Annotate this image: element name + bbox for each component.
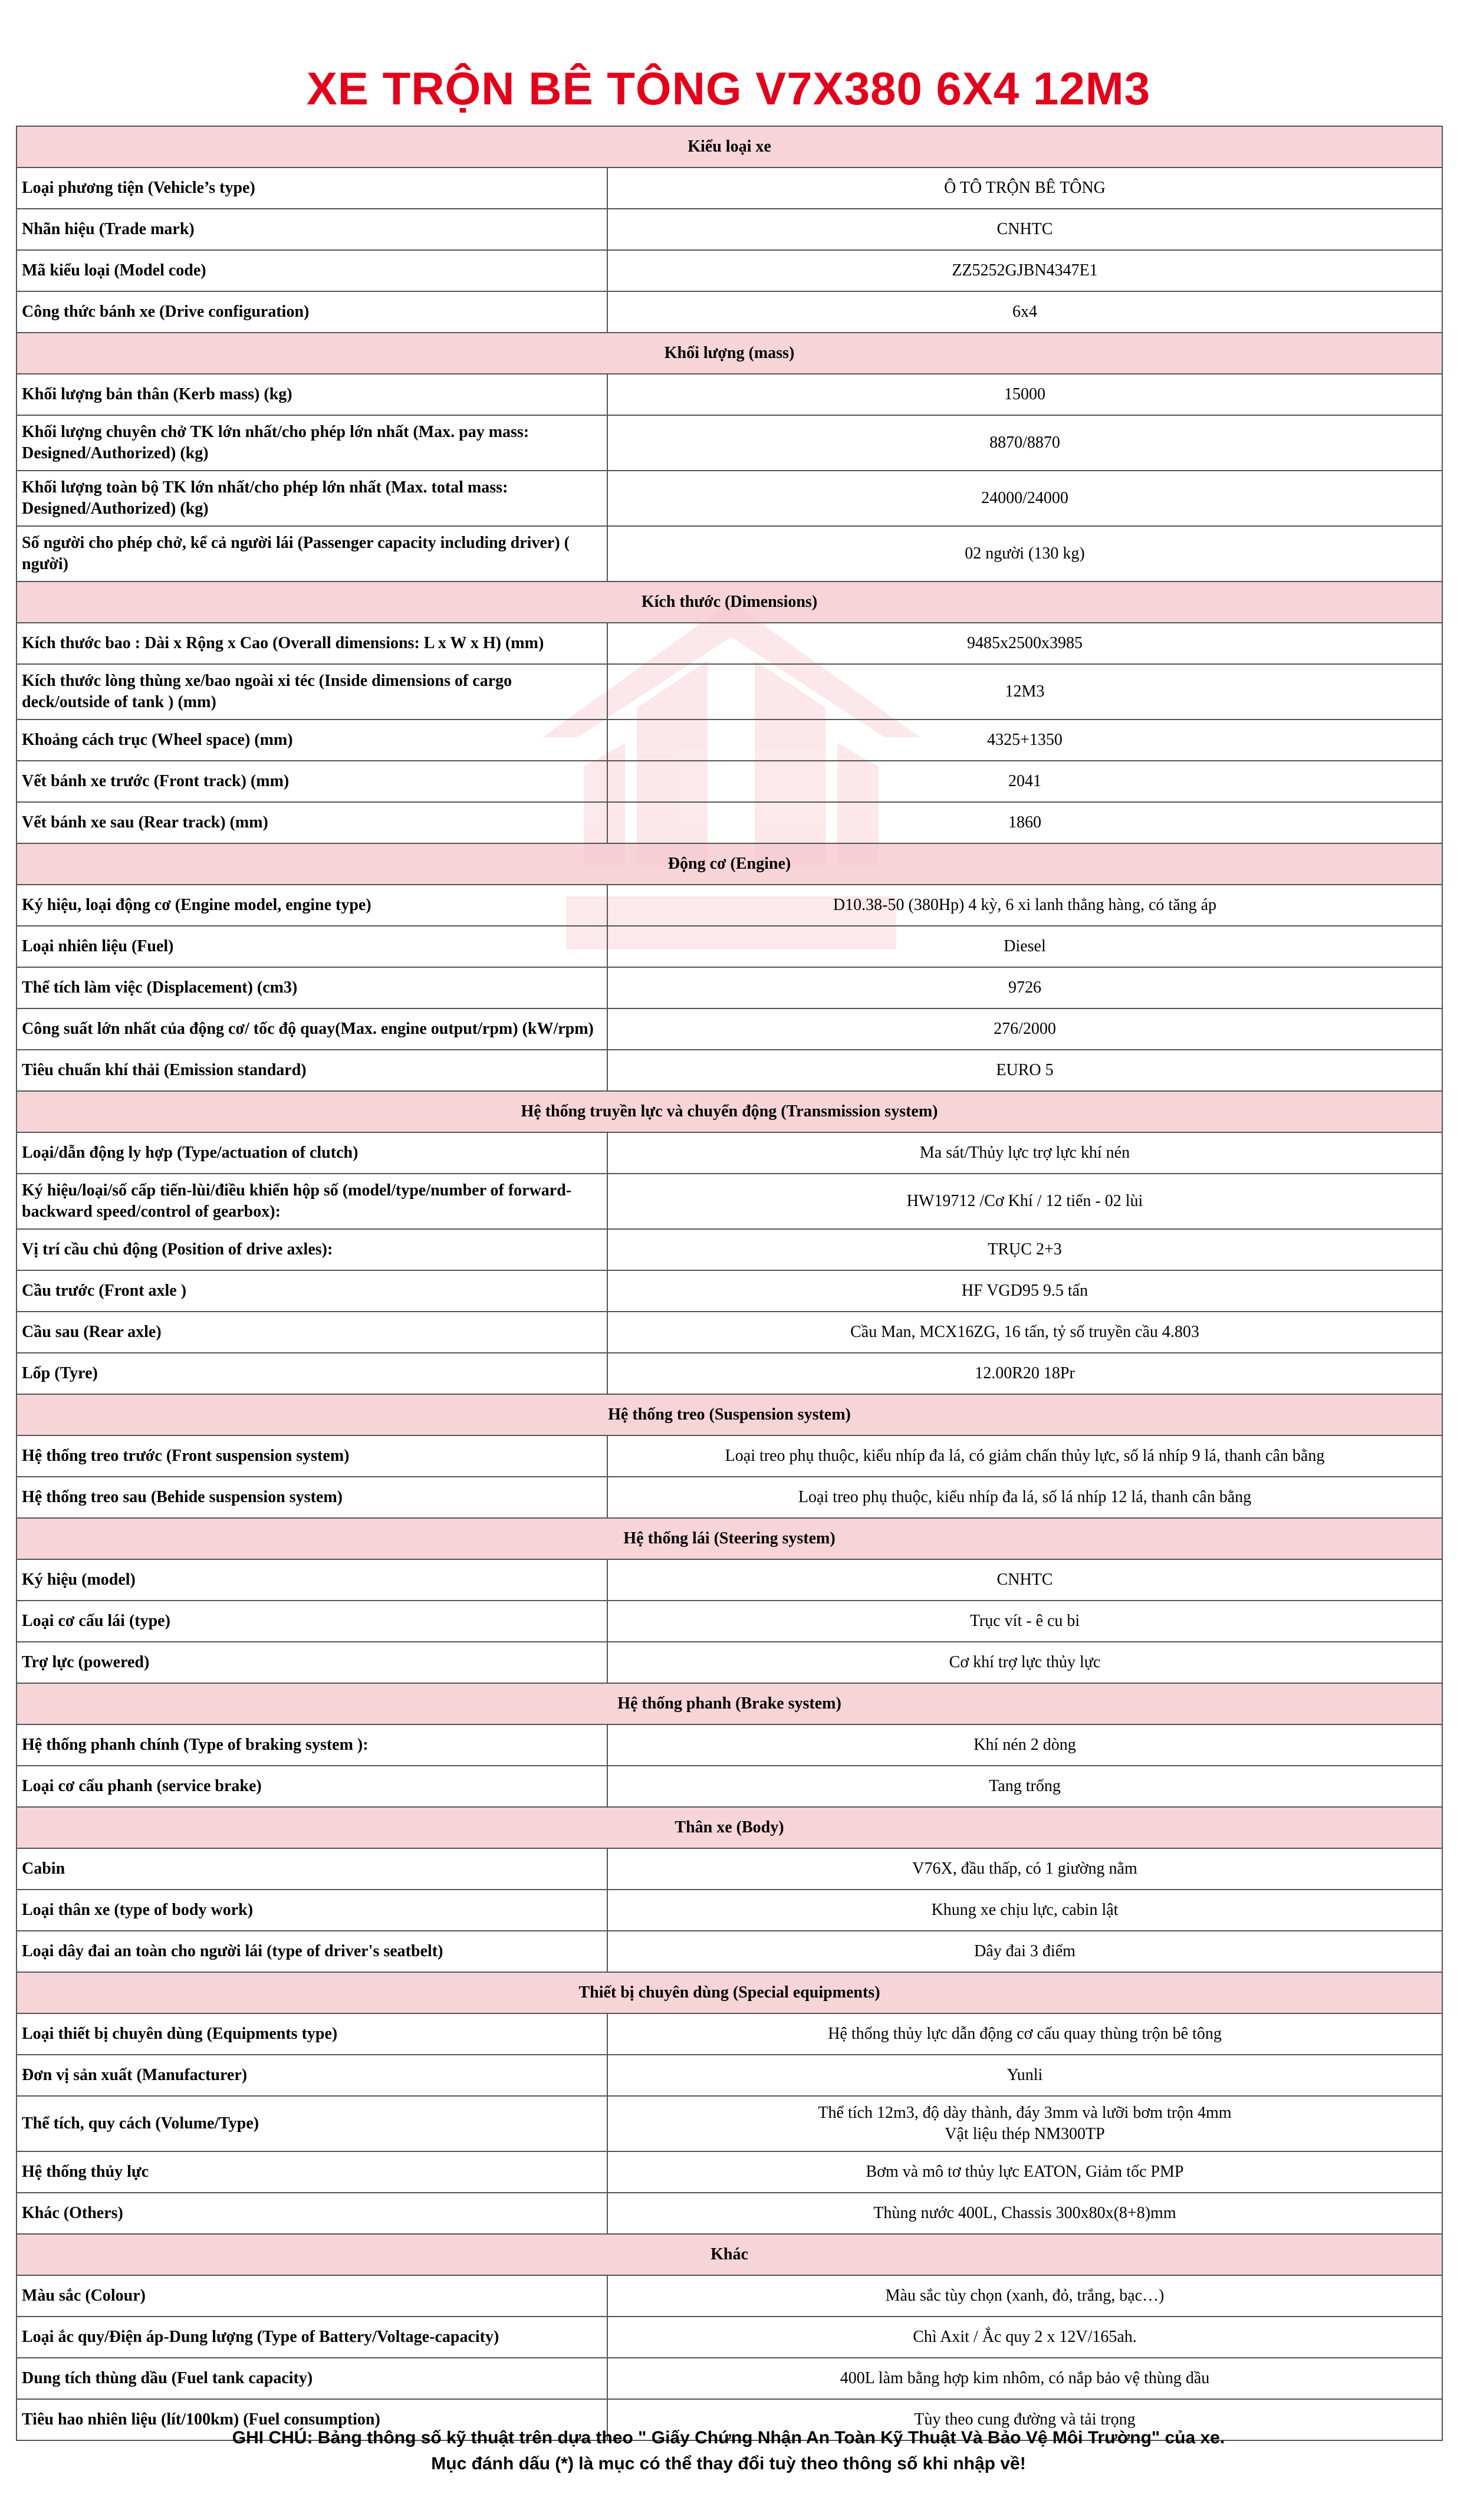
- spec-table: [16, 126, 1443, 2441]
- table-row: Màu sắc (Colour) Màu sắc tùy chọn (xanh, đỏ, trắng, bạc…): [17, 2275, 1442, 2317]
- table-row: Hệ thống treo trước (Front suspension system) Loại treo phụ thuộc, kiểu nhíp đa lá, có giảm chấn thủy lực, số lá nhíp 9 lá, thanh cân bằng: [17, 1435, 1442, 1477]
- table-row: Hệ thống thủy lực Bơm và mô tơ thủy lực EATON, Giảm tốc PMP: [17, 2151, 1442, 2193]
- table-row: Mã kiểu loại (Model code) ZZ5252GJBN4347E1: [17, 250, 1442, 291]
- table-row: Số người cho phép chở, kể cả người lái (Passenger capacity including driver) ( người) 02 người (130 kg): [17, 526, 1442, 581]
- footer-note: [0, 2425, 1457, 2477]
- footer-note-line-2: Mục đánh dấu (*) là mục có thể thay đổi tuỳ theo thông số khi nhập về!: [431, 2454, 1026, 2473]
- section-header-other: Khác: [17, 2234, 1442, 2275]
- table-row: Loại dây đai an toàn cho người lái (type of driver's seatbelt) Dây đai 3 điểm: [17, 1931, 1442, 1972]
- section-header-engine: Động cơ (Engine): [17, 843, 1442, 885]
- table-row: Lốp (Tyre) 12.00R20 18Pr: [17, 1353, 1442, 1394]
- table-row: Loại phương tiện (Vehicle’s type) Ô TÔ TRỘN BÊ TÔNG: [17, 167, 1442, 209]
- table-row: Loại/dẫn động ly hợp (Type/actuation of clutch) Ma sát/Thủy lực trợ lực khí nén: [17, 1132, 1442, 1174]
- table-row: Hệ thống treo sau (Behide suspension system) Loại treo phụ thuộc, kiểu nhíp đa lá, số lá nhíp 12 lá, thanh cân bằng: [17, 1477, 1442, 1518]
- table-row: Loại thiết bị chuyên dùng (Equipments type) Hệ thống thủy lực dẫn động cơ cấu quay thùng trộn bê tông: [17, 2013, 1442, 2055]
- table-row: Vị trí cầu chủ động (Position of drive axles): TRỤC 2+3: [17, 1229, 1442, 1270]
- table-row: Loại cơ cấu phanh (service brake) Tang trống: [17, 1766, 1442, 1807]
- table-row: Khối lượng toàn bộ TK lớn nhất/cho phép lớn nhất (Max. total mass: Designed/Authorized) (kg) 24000/24000: [17, 471, 1442, 526]
- section-header-body: Thân xe (Body): [17, 1807, 1442, 1848]
- section-header-vehicle-type: Kiểu loại xe: [17, 126, 1442, 167]
- table-row: Công suất lớn nhất của động cơ/ tốc độ quay(Max. engine output/rpm) (kW/rpm) 276/2000: [17, 1008, 1442, 1050]
- table-row: Thể tích làm việc (Displacement) (cm3) 9726: [17, 967, 1442, 1008]
- table-row: Loại ắc quy/Điện áp-Dung lượng (Type of Battery/Voltage-capacity) Chì Axit / Ắc quy 2 x 12V/165ah.: [17, 2317, 1442, 2358]
- table-row: Kích thước bao : Dài x Rộng x Cao (Overall dimensions: L x W x H) (mm) 9485x2500x3985: [17, 623, 1442, 664]
- section-header-transmission: Hệ thống truyền lực và chuyển động (Transmission system): [17, 1091, 1442, 1132]
- table-row: Khoảng cách trục (Wheel space) (mm) 4325+1350: [17, 719, 1442, 761]
- table-row: Kích thước lòng thùng xe/bao ngoài xi téc (Inside dimensions of cargo deck/outside of tank ) (mm) 12M3: [17, 664, 1442, 719]
- table-row: Ký hiệu, loại động cơ (Engine model, engine type) D10.38-50 (380Hp) 4 kỳ, 6 xi lanh thẳng hàng, có tăng áp: [17, 885, 1442, 926]
- table-row: Vết bánh xe trước (Front track) (mm) 2041: [17, 761, 1442, 802]
- table-row: Vết bánh xe sau (Rear track) (mm) 1860: [17, 802, 1442, 843]
- table-row: Cầu sau (Rear axle) Cầu Man, MCX16ZG, 16 tấn, tỷ số truyền cầu 4.803: [17, 1312, 1442, 1353]
- section-header-suspension: Hệ thống treo (Suspension system): [17, 1394, 1442, 1435]
- table-row: Khác (Others) Thùng nước 400L, Chassis 300x80x(8+8)mm: [17, 2193, 1442, 2234]
- table-row: Công thức bánh xe (Drive configuration) 6x4: [17, 291, 1442, 333]
- section-header-special-equipments: Thiết bị chuyên dùng (Special equipments): [17, 1972, 1442, 2013]
- table-row: Ký hiệu (model) CNHTC: [17, 1559, 1442, 1601]
- section-header-dimensions: Kích thước (Dimensions): [17, 581, 1442, 623]
- value-line-1: Thể tích 12m3, độ dày thành, đáy 3mm và lưỡi bơm trộn 4mm: [818, 2104, 1232, 2122]
- table-row: Loại thân xe (type of body work) Khung xe chịu lực, cabin lật: [17, 1890, 1442, 1931]
- section-header-steering: Hệ thống lái (Steering system): [17, 1518, 1442, 1559]
- table-row: Loại cơ cấu lái (type) Trục vít - ê cu bi: [17, 1601, 1442, 1642]
- footer-note-line-1: GHI CHÚ: Bảng thông số kỹ thuật trên dựa theo " Giấy Chứng Nhận An Toàn Kỹ Thuật Và Bảo Vệ Môi Trường" của xe.: [232, 2428, 1225, 2447]
- page-title: XE TRỘN BÊ TÔNG V7X380 6X4 12M3: [306, 63, 1151, 114]
- table-row: Hệ thống phanh chính (Type of braking system ): Khí nén 2 dòng: [17, 1724, 1442, 1766]
- table-row: Khối lượng chuyên chở TK lớn nhất/cho phép lớn nhất (Max. pay mass: Designed/Authorized) (kg) 8870/8870: [17, 415, 1442, 471]
- table-row: Nhãn hiệu (Trade mark) CNHTC: [17, 209, 1442, 250]
- table-row: Trợ lực (powered) Cơ khí trợ lực thủy lực: [17, 1642, 1442, 1683]
- section-header-brake: Hệ thống phanh (Brake system): [17, 1683, 1442, 1724]
- table-row: Tiêu chuẩn khí thải (Emission standard) EURO 5: [17, 1050, 1442, 1091]
- table-row: Thể tích, quy cách (Volume/Type) Thể tích 12m3, độ dày thành, đáy 3mm và lưỡi bơm trộn 4mm Vật liệu thép NM300TP: [17, 2096, 1442, 2151]
- table-row: Dung tích thùng dầu (Fuel tank capacity) 400L làm bằng hợp kim nhôm, có nắp bảo vệ thùng dầu: [17, 2358, 1442, 2399]
- table-row: Đơn vị sản xuất (Manufacturer) Yunli: [17, 2055, 1442, 2096]
- table-row: Cabin V76X, đầu thấp, có 1 giường nằm: [17, 1848, 1442, 1890]
- table-row: Loại nhiên liệu (Fuel) Diesel: [17, 926, 1442, 967]
- section-header-mass: Khối lượng (mass): [17, 333, 1442, 374]
- value-line-2: Vật liệu thép NM300TP: [945, 2125, 1105, 2143]
- table-row: Tiêu hao nhiên liệu (lít/100km) (Fuel consumption) Tùy theo cung đường và tải trọng: [17, 2399, 1442, 2440]
- table-row: Ký hiệu/loại/số cấp tiến-lùi/điều khiển hộp số (model/type/number of forward-backward speed/control of gearbox): HW19712 /Cơ Khí / 12 tiến - 02 lùi: [17, 1174, 1442, 1229]
- table-row: Cầu trước (Front axle ) HF VGD95 9.5 tấn: [17, 1270, 1442, 1312]
- table-row: Khối lượng bản thân (Kerb mass) (kg) 15000: [17, 374, 1442, 415]
